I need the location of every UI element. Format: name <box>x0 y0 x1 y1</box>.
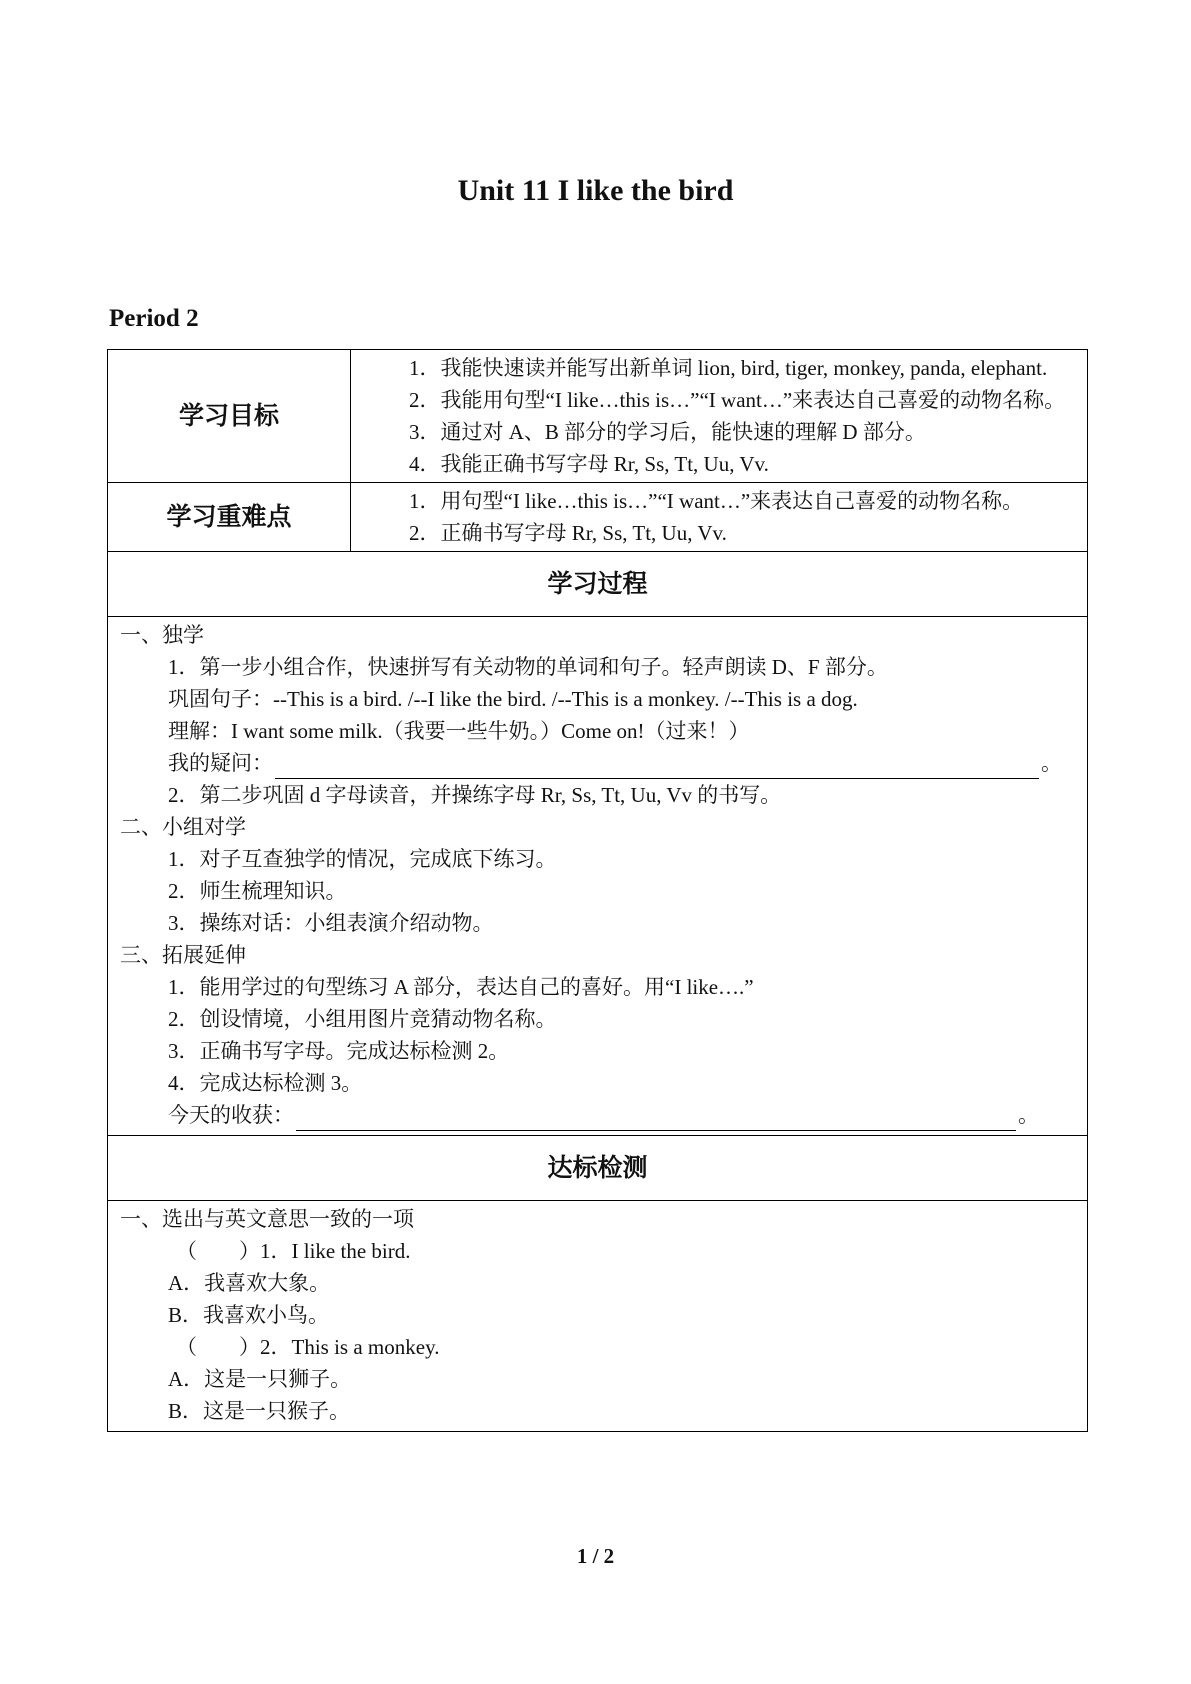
question-end: 。 <box>1041 751 1062 775</box>
period-heading: Period 2 <box>109 305 199 332</box>
question-label: 我的疑问： <box>168 751 273 775</box>
process-body-row <box>108 617 1088 1136</box>
step-item: 1．第一步小组合作，快速拼写有关动物的单词和句子。轻声朗读 D、F 部分。 <box>168 655 888 679</box>
list-item: 1．能用学过的句型练习 A 部分，表达自己的喜好。用“I like….” <box>168 975 754 999</box>
test-header-row <box>108 1136 1088 1201</box>
process-body <box>108 617 1088 1136</box>
list-item: 2．师生梳理知识。 <box>168 879 347 903</box>
understand-sentences: 理解：I want some milk.（我要一些牛奶。）Come on!（过来！） <box>168 719 750 743</box>
test-body <box>108 1201 1088 1432</box>
objectives-content <box>351 350 1088 483</box>
page-number: 1 / 2 <box>576 1544 615 1568</box>
process-header: 学习过程 <box>108 552 1088 617</box>
test-body-row <box>108 1201 1088 1432</box>
option-item: A．这是一只狮子。 <box>168 1367 352 1391</box>
option-item: B．我喜欢小鸟。 <box>168 1303 330 1327</box>
harvest-end: 。 <box>1018 1103 1039 1127</box>
question-blank[interactable] <box>275 754 1039 779</box>
objectives-label: 学习目标 <box>108 350 351 483</box>
section-heading: 一、独学 <box>120 623 204 647</box>
harvest-blank[interactable] <box>296 1106 1016 1131</box>
consolidate-sentences: 巩固句子：--This is a bird. /--I like the bird. /--This is a monkey. /--This is a dog. <box>168 687 858 711</box>
objective-item: 2．我能用句型“I like…this is…”“I want…”来表达自己喜爱的动物名称。 <box>409 388 1066 412</box>
key-point-item: 2．正确书写字母 Rr, Ss, Tt, Uu, Vv. <box>409 521 727 545</box>
step-item: 2．第二步巩固 d 字母读音，并操练字母 Rr, Ss, Tt, Uu, Vv 的书写。 <box>168 783 782 807</box>
key-point-item: 1．用句型“I like…this is…”“I want…”来表达自己喜爱的动物名称。 <box>409 489 1024 513</box>
list-item: 3．操练对话：小组表演介绍动物。 <box>168 911 494 935</box>
list-item: 2．创设情境，小组用图片竞猜动物名称。 <box>168 1007 557 1031</box>
list-item: 1．对子互查独学的情况，完成底下练习。 <box>168 847 557 871</box>
option-item: A．我喜欢大象。 <box>168 1271 331 1295</box>
process-header-row <box>108 552 1088 617</box>
test-header: 达标检测 <box>108 1136 1088 1201</box>
question-item: （ ）2．This is a monkey. <box>176 1335 440 1359</box>
list-item: 3．正确书写字母。完成达标检测 2。 <box>168 1039 510 1063</box>
key-points-label: 学习重难点 <box>108 483 351 552</box>
question-fill-row <box>120 747 1077 779</box>
section-heading: 二、小组对学 <box>120 815 246 839</box>
question-item: （ ）1．I like the bird. <box>176 1239 411 1263</box>
objective-item: 4．我能正确书写字母 Rr, Ss, Tt, Uu, Vv. <box>409 452 769 476</box>
objective-item: 3．通过对 A、B 部分的学习后，能快速的理解 D 部分。 <box>409 420 926 444</box>
objectives-row <box>108 350 1088 483</box>
section-heading: 一、选出与英文意思一致的一项 <box>120 1207 414 1231</box>
lesson-plan-table <box>107 349 1088 1432</box>
option-item: B．这是一只猴子。 <box>168 1399 351 1423</box>
section-heading: 三、拓展延伸 <box>120 943 246 967</box>
harvest-label: 今天的收获： <box>168 1103 294 1127</box>
list-item: 4．完成达标检测 3。 <box>168 1071 363 1095</box>
key-points-content <box>351 483 1088 552</box>
key-points-row <box>108 483 1088 552</box>
objective-item: 1．我能快速读并能写出新单词 lion, bird, tiger, monkey, panda, elephant. <box>409 356 1048 380</box>
document-title: Unit 11 I like the bird <box>457 174 734 207</box>
harvest-fill-row <box>120 1099 1077 1131</box>
